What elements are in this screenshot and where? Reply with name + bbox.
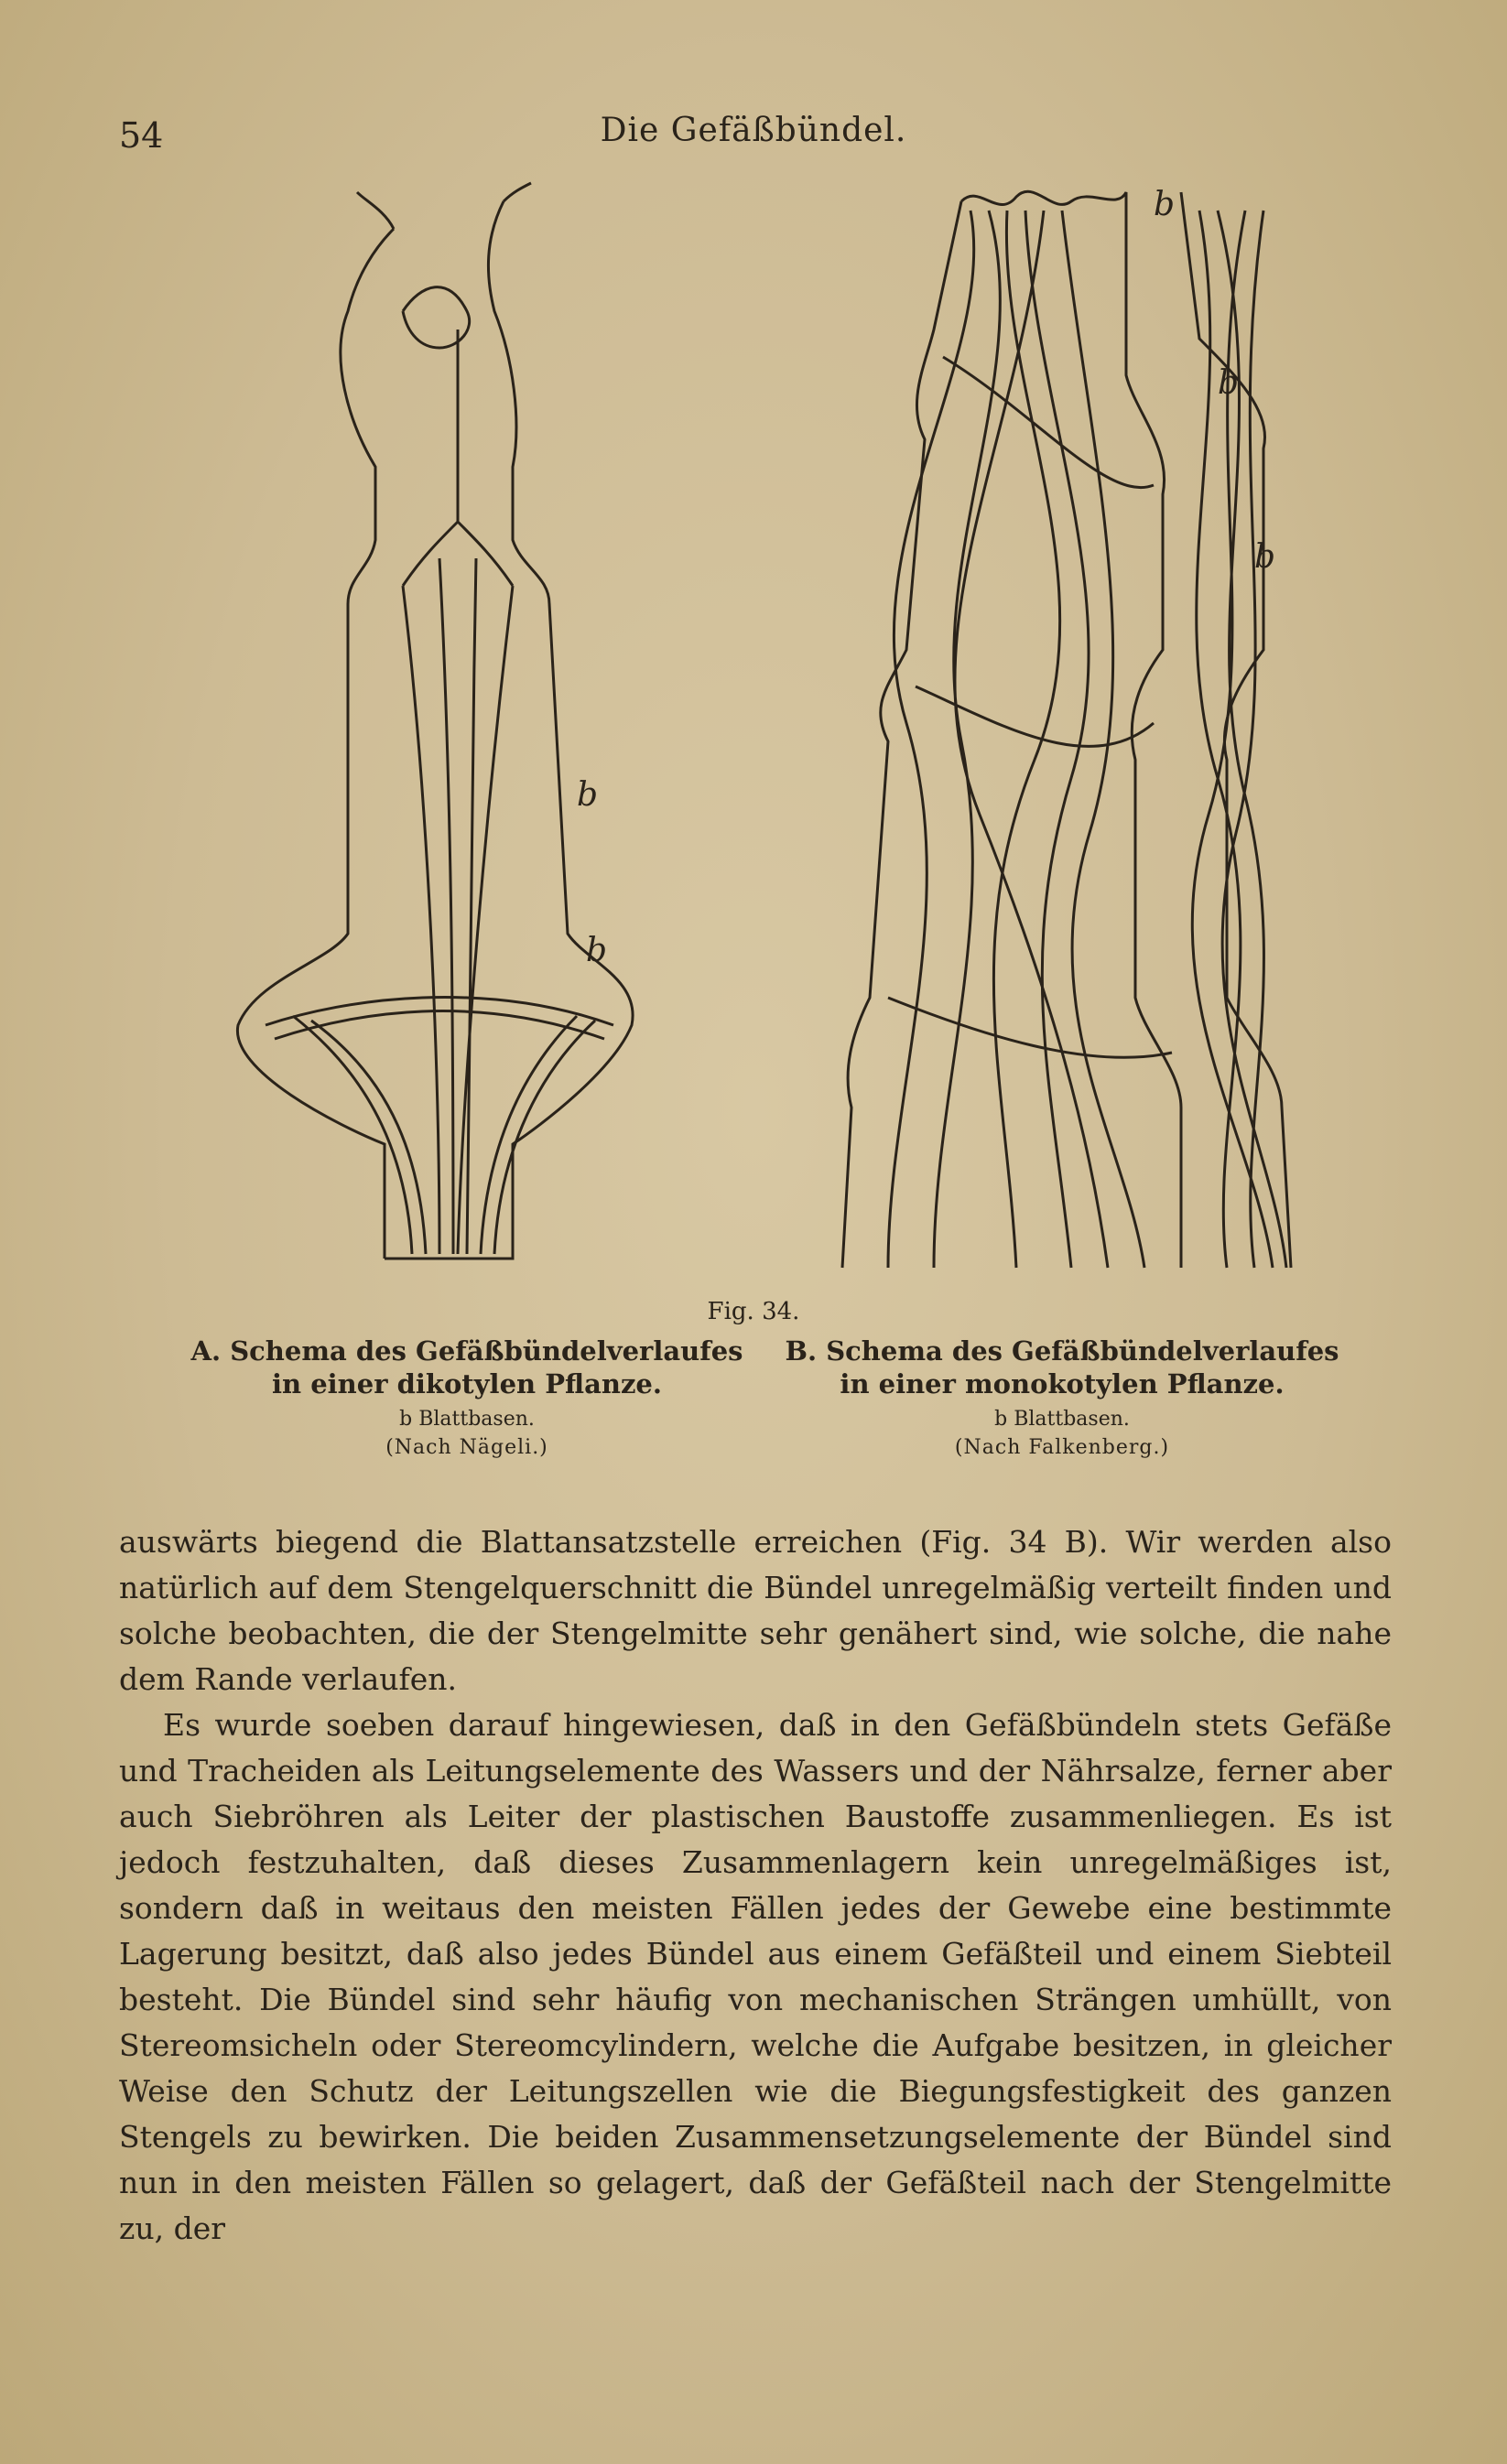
caption-b-title-1: B. Schema des Gefäßbündelverlaufes (785, 1335, 1339, 1367)
page-header (0, 108, 1507, 163)
paragraph: Es wurde soeben darauf hingewiesen, daß in den Gefäßbündeln stets Gefäße und Tracheiden als Leitungselemente des Wassers und der Nährsalze, ferner aber auch Siebröhren als Leiter der plastischen Baustoffe zusammenliegen. Es ist jedoch festzuhalten, daß dieses Zusammenlagern kein unregelmäßiges ist, sondern daß in weitaus den meisten Fällen jedes der Gewebe eine bestimmte Lagerung besitzt, daß also jedes Bündel aus einem Gefäßteil und einem Siebteil besteht. Die Bündel sind sehr häufig von mechanischen Strängen umhüllt, von Stereomsicheln oder Stereomcylindern, welche die Aufgabe besitzen, in gleicher Weise den Schutz der Leitungszellen wie die Biegungsfestigkeit des ganzen Stengels zu bewirken. Die beiden Zusammensetzungselemente der Bündel sind nun in den meisten Fällen so gelagert, daß der Gefäßteil nach der Stengelmitte zu, der (119, 1707, 1392, 2246)
caption-a-source: (Nach Nägeli.) (385, 1436, 548, 1459)
label-b-b2: b (1218, 364, 1240, 402)
caption-a (174, 1335, 760, 1461)
caption-a-legend: b Blattbasen. (399, 1407, 535, 1431)
caption-b-legend: b Blattbasen. (994, 1407, 1130, 1431)
paragraph: auswärts biegend die Blattansatzstelle erreichen (Fig. 34 B). Wir werden also natürlich auf dem Stengelquerschnitt die Bündel unregelmäßig verteilt finden und solche beobachten, die der Stengelmitte sehr genähert sind, wie solche, die nahe dem Rande verlaufen. (119, 1524, 1392, 1697)
label-b-b1: b (1154, 186, 1176, 223)
body-text (119, 1519, 1392, 2252)
figure-number: Fig. 34. (707, 1298, 800, 1325)
caption-b-source: (Nach Falkenberg.) (954, 1436, 1170, 1459)
caption-a-title-1: A. Schema des Gefäßbündelverlaufes (190, 1335, 743, 1367)
running-head: Die Gefäßbündel. (600, 112, 907, 149)
label-b-a1: b (577, 776, 599, 814)
caption-a-title-2: in einer dikotylen Pflanze. (272, 1368, 662, 1400)
figure-34-illustration (211, 174, 1328, 1291)
caption-b-title-2: in einer monokotylen Pflanze. (840, 1368, 1285, 1400)
page-number: 54 (119, 115, 164, 156)
caption-b (769, 1335, 1355, 1461)
vascular-bundle-drawings (211, 174, 1328, 1291)
label-b-a2: b (586, 932, 608, 969)
diagram-b-monocot (842, 191, 1291, 1268)
label-b-b3: b (1254, 538, 1276, 576)
diagram-a-dicot (237, 183, 633, 1259)
